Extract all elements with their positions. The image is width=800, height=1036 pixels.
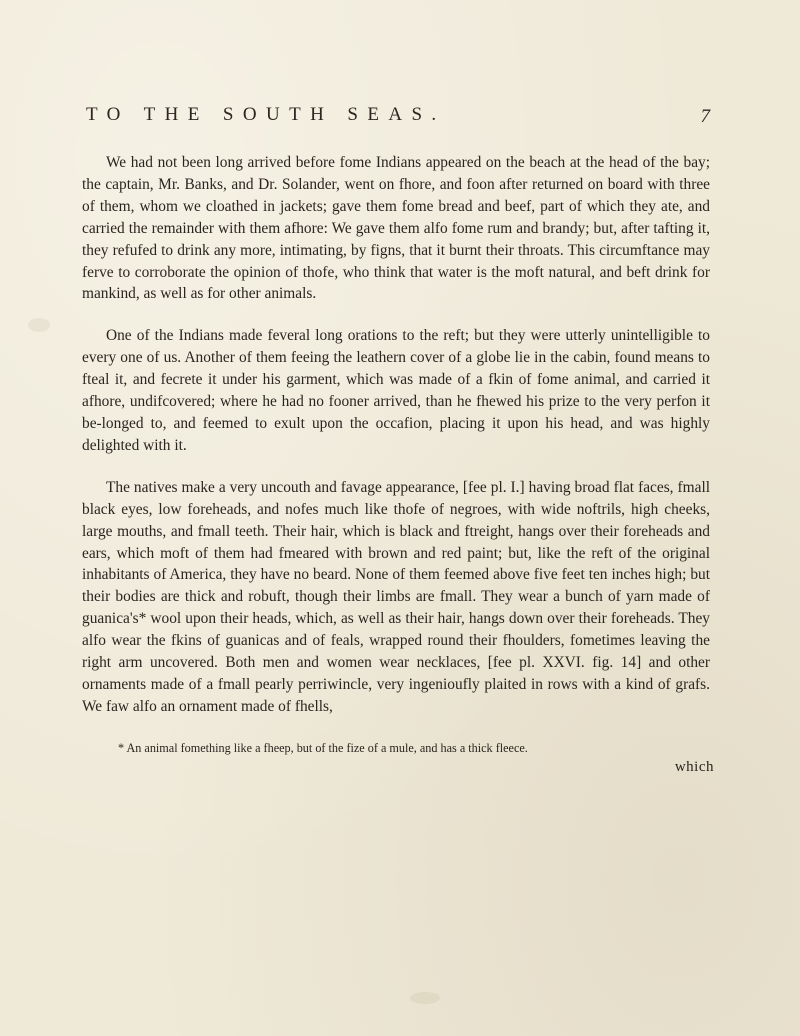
paragraph: One of the Indians made feveral long orations to the reft; but they were utterly unintelligible to every one of us. Another of them feeing the leathern cover of a globe lie in the cabin, found means to fteal it, and fecrete it under his garment, which was made of a fkin of fome animal, and carried it afhore, undifcovered; where he had no fooner arrived, than he fhewed his prize to the very perfon it be-longed to, and feemed to exult upon the occafion, placing it upon his head, and was highly delighted with it. — [82, 327, 710, 454]
paragraph: We had not been long arrived before fome Indians appeared on the beach at the head of the bay; the captain, Mr. Banks, and Dr. Solander, went on fhore, and foon after returned on board with three of them, whom we cloathed in jackets; gave them fome bread and beef, part of which they ate, and carried the remainder with them afhore: We gave them alfo fome rum and brandy; but, after tafting it, they refufed to drink any more, intimating, by figns, that it burnt their throats. This circumftance may ferve to corroborate the opinion of thofe, who think that water is the moft natural, and beft drink for mankind, as well as for other animals. — [82, 154, 710, 303]
footnote: * An animal fomething like a fheep, but of the fize of a mule, and has a thick fleece. — [118, 741, 528, 755]
running-title: TO THE SOUTH SEAS. — [86, 104, 446, 125]
running-head — [86, 104, 708, 134]
page-number: 7 — [700, 106, 710, 127]
body-text — [82, 152, 710, 738]
catchword: which — [674, 759, 714, 775]
paper-stain — [410, 992, 440, 1004]
paragraph: The natives make a very uncouth and favage appearance, [fee pl. I.] having broad flat faces, fmall black eyes, low foreheads, and nofes much like thofe of negroes, with wide noftrils, high cheeks, large mouths, and fmall teeth. Their hair, which is black and ftreight, hangs over their foreheads and ears, which moft of them had fmeared with brown and red paint; but, like the reft of the original inhabitants of America, they have no beard. None of them feemed above five feet ten inches high; but their bodies are thick and robuft, though their limbs are fmall. They wear a bunch of yarn made of guanica's* wool upon their heads, which, as well as their hair, hangs down over their foreheads. They alfo wear the fkins of guanicas and of feals, wrapped round their fhoulders, fometimes leaving the right arm uncovered. Both men and women wear necklaces, [fee pl. XXVI. fig. 14] and other ornaments made of a fmall pearly perriwincle, very ingenioufly plaited in rows with a kind of grafs. We faw alfo an ornament made of fhells, — [82, 478, 710, 715]
paper-stain — [28, 318, 50, 332]
